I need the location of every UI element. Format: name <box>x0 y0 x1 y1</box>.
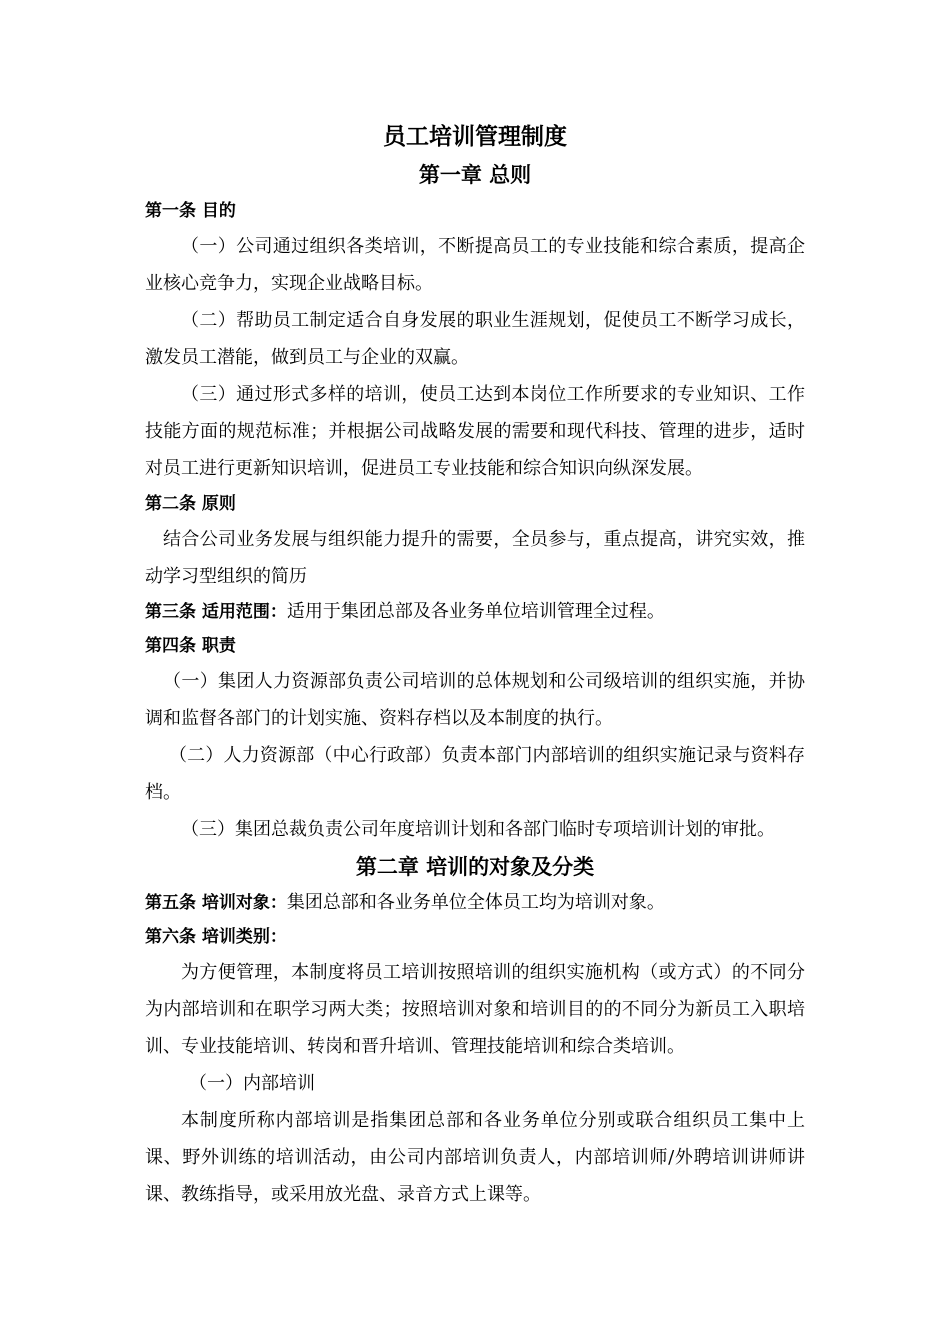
article-1-paragraph-3: （三）通过形式多样的培训，使员工达到本岗位工作所要求的专业知识、工作技能方面的规范标准；并根据公司战略发展的需要和现代科技、管理的进步，适时对员工进行更新知识培训，促进员工专业技能和综合知识向纵深发展。 <box>145 384 805 479</box>
article-3-text: 适用于集团总部及各业务单位培训管理全过程。 <box>286 601 665 622</box>
article-4-heading: 第四条 职责 <box>145 636 236 656</box>
article-5-line <box>145 886 805 920</box>
article-3-label: 第三条 适用范围： <box>145 602 287 622</box>
article-1-paragraph-2: （二）帮助员工制定适合自身发展的职业生涯规划，促使员工不断学习成长，激发员工潜能，做到员工与企业的双赢。 <box>145 310 805 368</box>
article-1-heading: 第一条 目的 <box>145 201 236 221</box>
chapter-1-heading: 第一章 总则 <box>418 163 532 187</box>
article-4-paragraph-2: （二）人力资源部（中心行政部）负责本部门内部培训的组织实施记录与资料存档。 <box>145 745 805 803</box>
article-2-paragraph-1: 结合公司业务发展与组织能力提升的需要，全员参与，重点提高，讲究实效，推动学习型组织的简历 <box>145 529 805 587</box>
article-6-paragraph-2: 本制度所称内部培训是指集团总部和各业务单位分别或联合组织员工集中上课、野外训练的培训活动，由公司内部培训负责人，内部培训师/外聘培训讲师讲课、教练指导，或采用放光盘、录音方式上课等。 <box>145 1110 805 1205</box>
document-title: 员工培训管理制度 <box>383 124 567 150</box>
article-6-heading: 第六条 培训类别： <box>145 927 287 947</box>
article-4-paragraph-1: （一）集团人力资源部负责公司培训的总体规划和公司级培训的组织实施，并协调和监督各部门的计划实施、资料存档以及本制度的执行。 <box>145 671 805 729</box>
article-3-line <box>145 595 805 629</box>
article-4-paragraph-3: （三）集团总裁负责公司年度培训计划和各部门临时专项培训计划的审批。 <box>181 819 775 840</box>
article-5-label: 第五条 培训对象： <box>145 893 287 913</box>
chapter-2-heading: 第二章 培训的对象及分类 <box>355 855 595 879</box>
article-5-text: 集团总部和各业务单位全体员工均为培训对象。 <box>286 892 665 913</box>
article-1-paragraph-1: （一）公司通过组织各类培训，不断提高员工的专业技能和综合素质，提高企业核心竞争力，实现企业战略目标。 <box>145 236 805 294</box>
article-6-subheading-1: （一）内部培训 <box>189 1073 315 1094</box>
article-2-heading: 第二条 原则 <box>145 494 236 514</box>
article-6-paragraph-1: 为方便管理，本制度将员工培训按照培训的组织实施机构（或方式）的不同分为内部培训和在职学习两大类；按照培训对象和培训目的的不同分为新员工入职培训、专业技能培训、转岗和晋升培训、管理技能培训和综合类培训。 <box>145 962 805 1057</box>
